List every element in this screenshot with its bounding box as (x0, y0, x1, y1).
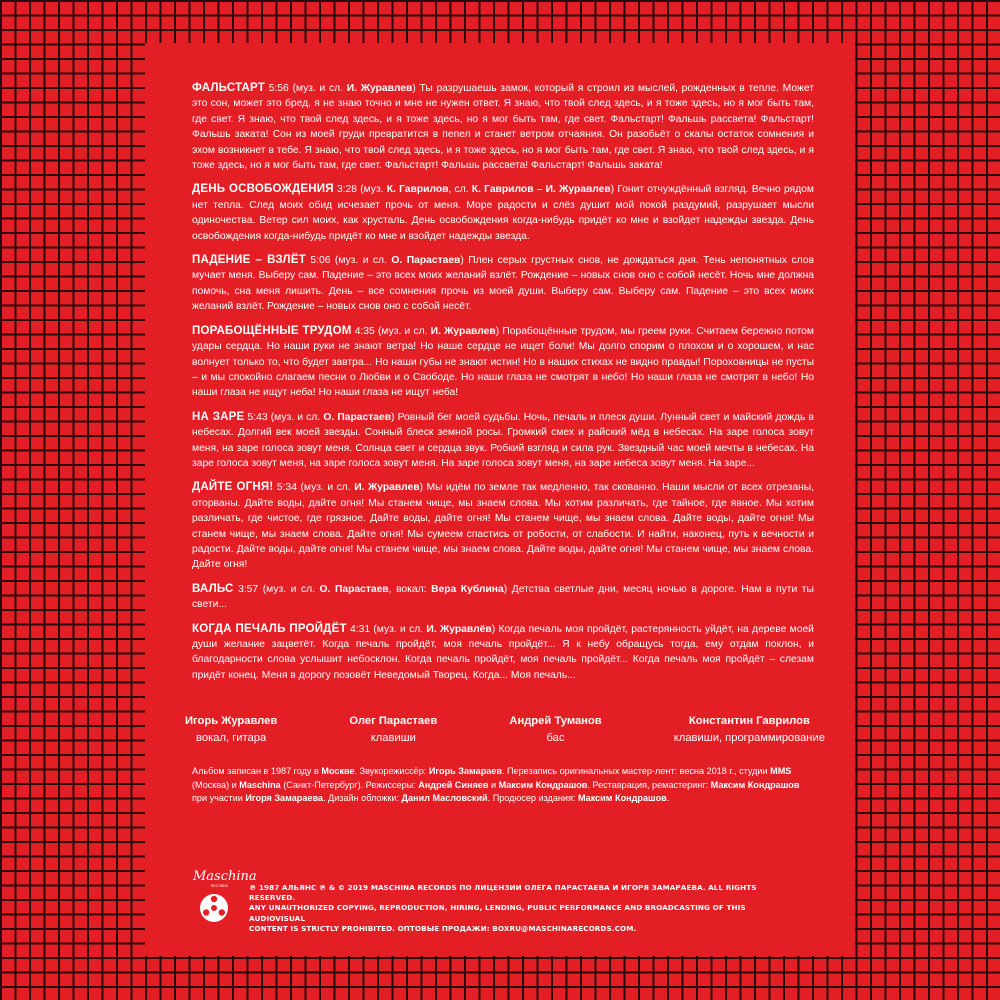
credit-text: (муз. и сл. (262, 583, 315, 595)
track-entry (192, 324, 814, 401)
author: О. Парастаев (323, 411, 392, 423)
credit-bold: Игорь Замараев (428, 766, 502, 776)
track-duration: 5:56 (268, 83, 289, 94)
credit-text: ) (391, 411, 395, 423)
credit-text: ) (460, 255, 464, 267)
track-list (192, 81, 814, 692)
lyrics: Плен серых грустных снов, не дождаться дня. Тень непонятных слов мучает меня. Выберу сам. Падение – это всех моих желаний взлёт. Рождение – новых снов оно с собой несёт. Ночь мне должна помочь, сна меня лишить. День – все сомнения прочь из моей души. Выберу сам. Выберу сам. Падение – это всех моих желаний взлёт. Рождение – новых снов оно с собой несёт. (192, 255, 814, 313)
lyrics: Детства светлые дни, месяц ночью в дороге. Нам в пути ты свети... (192, 583, 814, 611)
credit-text: (муз. (360, 184, 384, 196)
member-role: вокал, гитара (196, 732, 267, 744)
credit-text: (муз. и сл. (300, 482, 351, 494)
member-role: бас (546, 732, 565, 744)
track-title: ФАЛЬСТАРТ (192, 82, 265, 94)
member-name: Андрей Туманов (509, 715, 602, 727)
member-card (509, 713, 601, 747)
lyrics: Мы идём по земле так медленно, так скованно. Наши мысли от всех отрезаны, оторваны. Дайте воды, дайте огня! Мы станем чище, мы знаем слова. Мы хотим различать, где тайное, где явное. Мы хотим различать, где чистое, где грязное. Дайте воды, дайте огня! Мы станем чище, мы знаем слова. Дайте воды, дайте огня! Мы станем чище, мы знаем слова. Дайте огня! Мы сумеем спастись от робости, от слабости. И найти, наконец, путь к вечности и радости. Дайте воды, дайте огня! Мы станем чище, мы знаем слова. Дайте воды, дайте огня! Мы станем чище, мы знаем слова. Дайте огня! (192, 482, 815, 571)
track-duration: 3:28 (336, 184, 357, 196)
author: И. Журавлев (430, 325, 496, 337)
logo-subtext: RECORDS (211, 884, 229, 888)
author: О. Парастаев (319, 583, 389, 595)
track-entry (192, 622, 814, 684)
author: К. Гаврилов – И. Журавлев (471, 184, 611, 196)
credit-text: (муз. и сл. (377, 325, 428, 337)
lyrics: Когда печаль моя пройдёт, растерянность уйдёт, на дереве моей души желание зацветёт. Когда печаль пройдёт, моя печаль пройдёт... Я к небу обращусь тогда, ему отдам поклон, и благодарности слова услышит небосклон. Когда печаль пройдёт, моя печаль пройдёт... Когда печаль моя пройдёт – слезам придёт конец. Меня в дорогу позовёт Неведомый Творец. Когда... Моя печаль... (192, 623, 814, 681)
track-duration: 5:06 (310, 255, 331, 267)
credit-bold: Maschina (239, 779, 281, 790)
lyrics: Ты разрушаешь замок, который я строил из мыслей, рожденных в тепле. Может это сон, может это бред, я не знаю точно и мне не нужен ответ. Я знаю, что твой след здесь, и я тоже здесь, но я мог быть там, где свет. Я знаю, что твой след здесь, и я тоже здесь, но я мог быть там, где свет. Фальстарт! Фальшь рассвета! Фальстарт! Фальшь заката! Сон из моей груди превратится в пепел и станет ветром отчаяния. Он разобьёт о скалы остаток сомнения и эхом возникнет в тебе. Я знаю, что твой след здесь, и я тоже здесь, но я мог быть там, где свет. Я знаю, что твой след здесь, и я тоже здесь, но я мог быть там, где свет. Фальстарт! Фальшь рассвета! Фальстарт! Фальшь заката! (192, 83, 814, 172)
track-title: ПОРАБОЩЁННЫЕ ТРУДОМ (192, 324, 352, 337)
credit-text: (муз. и сл. (292, 83, 344, 94)
credit-text: (муз. и сл. (334, 255, 387, 267)
credit-bold: Игоря Замараева (245, 793, 323, 804)
author: Вера Кублина (431, 583, 504, 595)
credit-text: (Москва) и (192, 779, 240, 790)
track-duration: 5:43 (247, 411, 268, 423)
credit-text: ) (610, 184, 615, 196)
track-duration: 4:31 (350, 623, 371, 635)
track-duration: 4:35 (354, 325, 375, 337)
credit-bold: Максим Кондрашов (577, 793, 667, 804)
credit-text: , сл. (448, 184, 469, 196)
member-name: Игорь Журавлев (185, 715, 278, 727)
credit-text: . Дизайн обложки: (322, 793, 402, 804)
author: О. Парастаев (391, 255, 461, 267)
credit-text: . Звукорежиссёр: (354, 766, 429, 776)
credit-text: ) (503, 583, 508, 595)
member-card (185, 713, 277, 747)
legal-line: ANY UNAUTHORIZED COPYING, REPRODUCTION, HIRING, LENDING, PUBLIC PERFORMANCE AND BROADCASTING OF THIS AUDIOVISUAL (249, 903, 746, 923)
credit-text: ) (419, 482, 423, 494)
member-role: клавиши (370, 732, 416, 744)
track-title: ПАДЕНИЕ – ВЗЛЁТ (192, 254, 306, 267)
track-duration: 3:57 (238, 583, 259, 595)
credit-text: при участии (192, 793, 246, 804)
credit-text: . (666, 793, 670, 804)
logo-text: Maschina (193, 869, 257, 884)
lyrics: Порабощённые трудом, мы греем руки. Считаем бережно потом удары сердца. Но наши руки не знают ветра! Но наше сердце не ищет боли! Мы долго спорим о плохом и о хорошем, и нас волнует только то, что будет завтра... Но наши губы не знают истин! Но в наших стихах не видно правды! Пороховницы не пусты – и мы спокойно слагаем песни о Любви и о Свободе. Но наши глаза не смотрят в небо! Но наши глаза не смотрят в небо! Но наши глаза не ищут неба! Но наши глаза не ищут неба! (192, 325, 814, 399)
credit-bold: MMS (770, 766, 792, 776)
credit-bold: Андрей Синяев (418, 779, 489, 790)
member-role: клавиши, программирование (673, 732, 825, 744)
credit-bold: Москве (321, 766, 355, 776)
credit-text: , вокал: (388, 583, 427, 595)
track-entry (192, 480, 814, 572)
legal-line: CONTENT IS STRICTLY PROHIBITED. ОПТОВЫЕ ПРОДАЖИ: BOXRU@MASCHINARECORDS.COM. (249, 923, 637, 933)
track-title: ДЕНЬ ОСВОБОЖДЕНИЯ (192, 183, 334, 196)
track-entry (192, 582, 814, 613)
track-title: ВАЛЬС (192, 582, 234, 595)
track-title: КОГДА ПЕЧАЛЬ ПРОЙДЁТ (192, 622, 347, 635)
author: И. Журавлёв (426, 623, 492, 635)
member-name: Константин Гаврилов (688, 715, 810, 727)
lyrics: Гонит отчуждённый взгляд. Вечно рядом нет тепла. След моих обид исчезает прочь от меня. Море радости и слёз душит мой покой раздумий, разрушает мысли одиночества. Ветер сил моих, как хрусталь. День освобождения когда-нибудь придёт ко мне и взойдет надежды звезда. День освобождения когда-нибудь придёт ко мне и взойдет надежды звезда. (192, 184, 814, 242)
maschina-records-logo (191, 866, 257, 926)
credit-text: ) (491, 623, 496, 635)
credit-text: ) (412, 83, 416, 94)
track-entry (192, 81, 814, 173)
credit-text: (Санкт-Петербург). Режиссеры: (280, 779, 419, 790)
credit-text: . Реставрация, ремастеринг: (587, 779, 711, 790)
track-duration: 5:34 (276, 482, 297, 494)
credit-text: и (488, 779, 499, 790)
author: И. Журавлев (354, 482, 420, 494)
credit-text: (муз. и сл. (270, 411, 321, 423)
track-entry (192, 253, 814, 315)
credit-bold: Максим Кондрашов (498, 779, 588, 790)
legal-line: ℗ 1987 АЛЬЯНС ℗ & © 2019 MASCHINA RECORDS ПО ЛИЦЕНЗИИ ОЛЕГА ПАРАСТАЕВА И ИГОРЯ ЗАМАРАЕВА. ALL RIGHTS RESERVED. (249, 883, 757, 903)
lyrics: Ровный бег моей судьбы. Ночь, печаль и плеск души. Лунный свет и майский дождь в небесах. Долгий век моей звезды. Сонный блеск земной росы. Громкий смех и райский мёд в небесах. На заре голоса зовут меня, на заре голоса зовут меня. Солнца свет и сердца звук. Робкий взгляд и сила рук. Звездный час моей мечты в небесах. На заре голоса зовут меня, на заре голоса зовут меня. На заре голоса зовут меня, на заре небеса зовут меня. На заре... (192, 411, 814, 469)
track-entry (192, 182, 814, 244)
legal-notice (249, 883, 789, 934)
album-credits (192, 765, 814, 806)
track-entry (192, 410, 814, 472)
author: К. Гаврилов (386, 184, 449, 196)
member-card (674, 713, 825, 747)
credit-text: . Продюсер издания: (487, 793, 578, 804)
author: И. Журавлев (346, 83, 413, 94)
credit-bold: Максим Кондрашов (710, 779, 800, 790)
track-title: ДАЙТЕ ОГНЯ! (192, 481, 274, 494)
member-card (349, 713, 437, 747)
credit-text: . Перезапись оригинальных мастер-лент: весна 2018 г., студии (501, 766, 771, 776)
credit-text: (муз. и сл. (373, 623, 424, 635)
credit-text: ) (495, 325, 500, 337)
reel-icon (200, 894, 228, 922)
credit-text: Альбом записан в 1987 году в (192, 766, 322, 776)
band-members (185, 713, 825, 747)
content-panel (145, 43, 855, 956)
credit-bold: Данил Масловский (401, 793, 488, 804)
member-name: Олег Парастаев (349, 715, 438, 727)
track-title: НА ЗАРЕ (192, 410, 245, 423)
